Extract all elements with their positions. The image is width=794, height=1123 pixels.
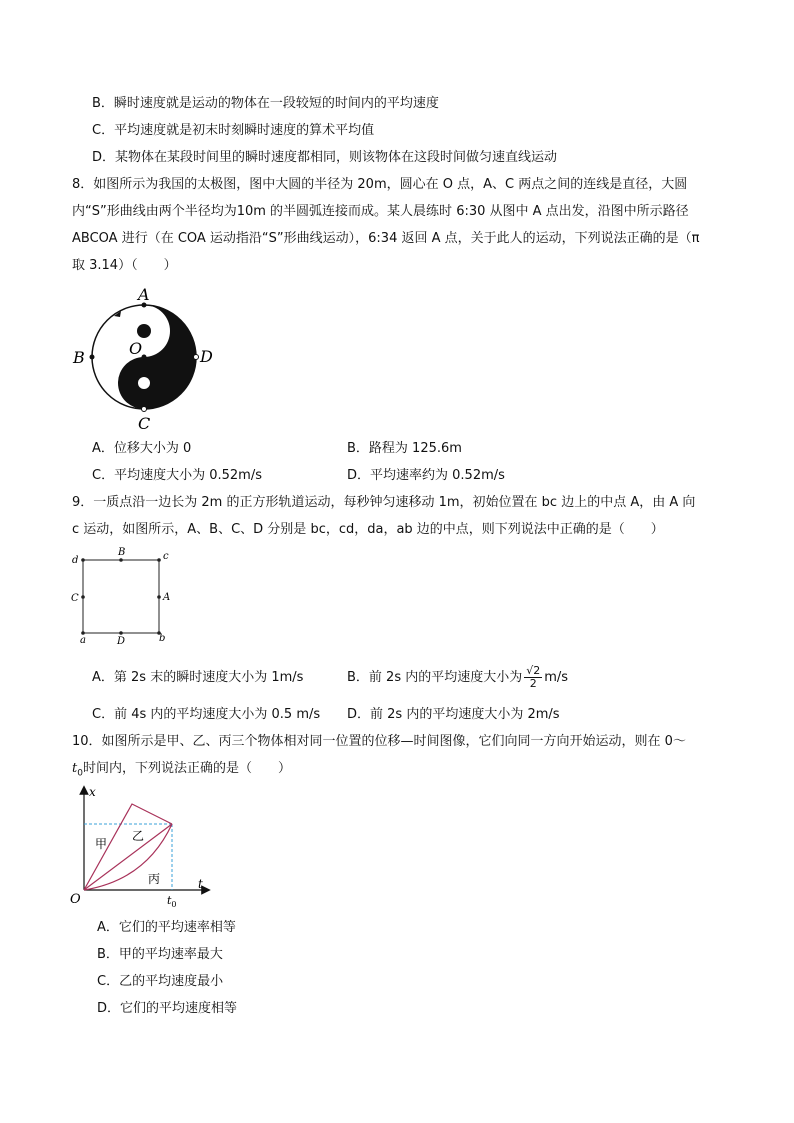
label-b-corner: b <box>159 633 166 644</box>
q10-option-a: A．它们的平均速率相等 <box>97 920 236 935</box>
square-track-diagram <box>66 545 186 650</box>
taiji-lower-dot <box>138 377 150 389</box>
q8-stem-line-2: 内“S”形曲线由两个半径均为10m 的半圆弧连接而成。某人晨练时 6:30 从图中 A 点出发，沿图中所示路径 <box>72 204 689 219</box>
q9-option-b <box>347 661 568 695</box>
q8-stem-line-3: ABCOA 进行（在 COA 运动指沿“S”形曲线运动），6:34 返回 A 点，关于此人的运动，下列说法正确的是（π <box>72 231 700 246</box>
point-d-dot <box>194 355 199 360</box>
q9-option-b-text: B．前 2s 内的平均速度大小为 <box>347 670 523 685</box>
label-yi: 乙 <box>132 829 145 843</box>
fraction-denominator: 2 <box>529 677 537 690</box>
square-track <box>83 560 159 633</box>
label-b-mid: B <box>118 547 126 558</box>
point-o-dot <box>142 355 147 360</box>
mid-b-dot <box>119 558 123 562</box>
t0-label: $t_0$ <box>167 894 177 909</box>
fraction-numerator: √2 <box>526 664 541 677</box>
corner-d-dot <box>81 558 85 562</box>
point-c-dot <box>142 407 147 412</box>
q9-option-b-unit: m/s <box>544 670 569 685</box>
label-bing: 丙 <box>148 872 161 886</box>
q7-option-d: D．某物体在某段时间里的瞬时速度都相同，则该物体在这段时间做匀速直线运动 <box>92 150 558 165</box>
q7-option-c: C．平均速度就是初末时刻瞬时速度的算术平均值 <box>92 123 375 138</box>
label-c: C <box>138 414 151 432</box>
t-subscript: 0 <box>77 768 83 779</box>
label-a-corner: a <box>80 635 86 646</box>
t-symbol: t <box>72 761 78 776</box>
mid-d-dot <box>119 631 123 635</box>
q10-option-d: D．它们的平均速度相等 <box>97 1001 238 1016</box>
q7-option-b: B．瞬时速度就是运动的物体在一段较短的时间内的平均速度 <box>92 96 439 111</box>
point-b-dot <box>90 355 95 360</box>
position-time-graph <box>66 784 216 914</box>
label-d: D <box>200 347 213 366</box>
taiji-diagram <box>68 282 228 432</box>
q9-stem-line-1: 9．一质点沿一边长为 2m 的正方形轨道运动，每秒钟匀速移动 1m，初始位置在 bc 边上的中点 A，由 A 向 <box>72 495 696 510</box>
q9-option-a: A．第 2s 末的瞬时速度大小为 1m/s <box>92 670 304 685</box>
q10-option-c: C．乙的平均速度最小 <box>97 974 224 989</box>
label-d-corner: d <box>72 555 79 566</box>
q9-option-c: C．前 4s 内的平均速度大小为 0.5 m/s <box>92 707 321 722</box>
label-c-corner: c <box>163 551 169 562</box>
q10-option-b: B．甲的平均速率最大 <box>97 947 223 962</box>
mid-a-dot <box>157 595 161 599</box>
q9-option-d: D．前 2s 内的平均速度大小为 2m/s <box>347 707 560 722</box>
origin-label: O <box>70 892 81 907</box>
q8-stem-line-4: 取 3.14）（ ） <box>72 258 177 273</box>
label-d-mid: D <box>117 636 126 647</box>
corner-c-dot <box>157 558 161 562</box>
q8-stem-line-1: 8．如图所示为我国的太极图，图中大圆的半径为 20m，圆心在 O 点，A、C 两点之间的连线是直径，大圆 <box>72 177 688 192</box>
q9-stem-line-2: c 运动，如图所示，A、B、C、D 分别是 bc，cd，da，ab 边的中点，则下列说法中正确的是（ ） <box>72 522 664 537</box>
label-o: O <box>129 339 143 358</box>
label-c-mid: C <box>71 593 79 604</box>
q10-stem-line-2-text: 时间内，下列说法正确的是（ ） <box>82 761 291 776</box>
q8-option-a: A．位移大小为 0 <box>92 441 192 456</box>
q8-option-c: C．平均速度大小为 0.52m/s <box>92 468 262 483</box>
q10-stem-line-1: 10．如图所示是甲、乙、丙三个物体相对同一位置的位移—时间图像，它们向同一方向开始运动，则在 0～ <box>72 734 686 749</box>
axis-label-t: t <box>198 877 203 891</box>
label-a: A <box>138 285 150 304</box>
label-a-mid: A <box>163 592 171 603</box>
label-jia: 甲 <box>95 837 108 851</box>
axis-label-x: x <box>89 785 96 799</box>
sqrt2-over-2-fraction <box>524 665 542 690</box>
label-b: B <box>73 348 85 367</box>
taiji-upper-dot <box>137 324 151 338</box>
mid-c-dot <box>81 595 85 599</box>
q10-stem-line-2 <box>72 760 291 783</box>
q8-option-b: B．路程为 125.6m <box>347 441 462 456</box>
q8-option-d: D．平均速率约为 0.52m/s <box>347 468 505 483</box>
